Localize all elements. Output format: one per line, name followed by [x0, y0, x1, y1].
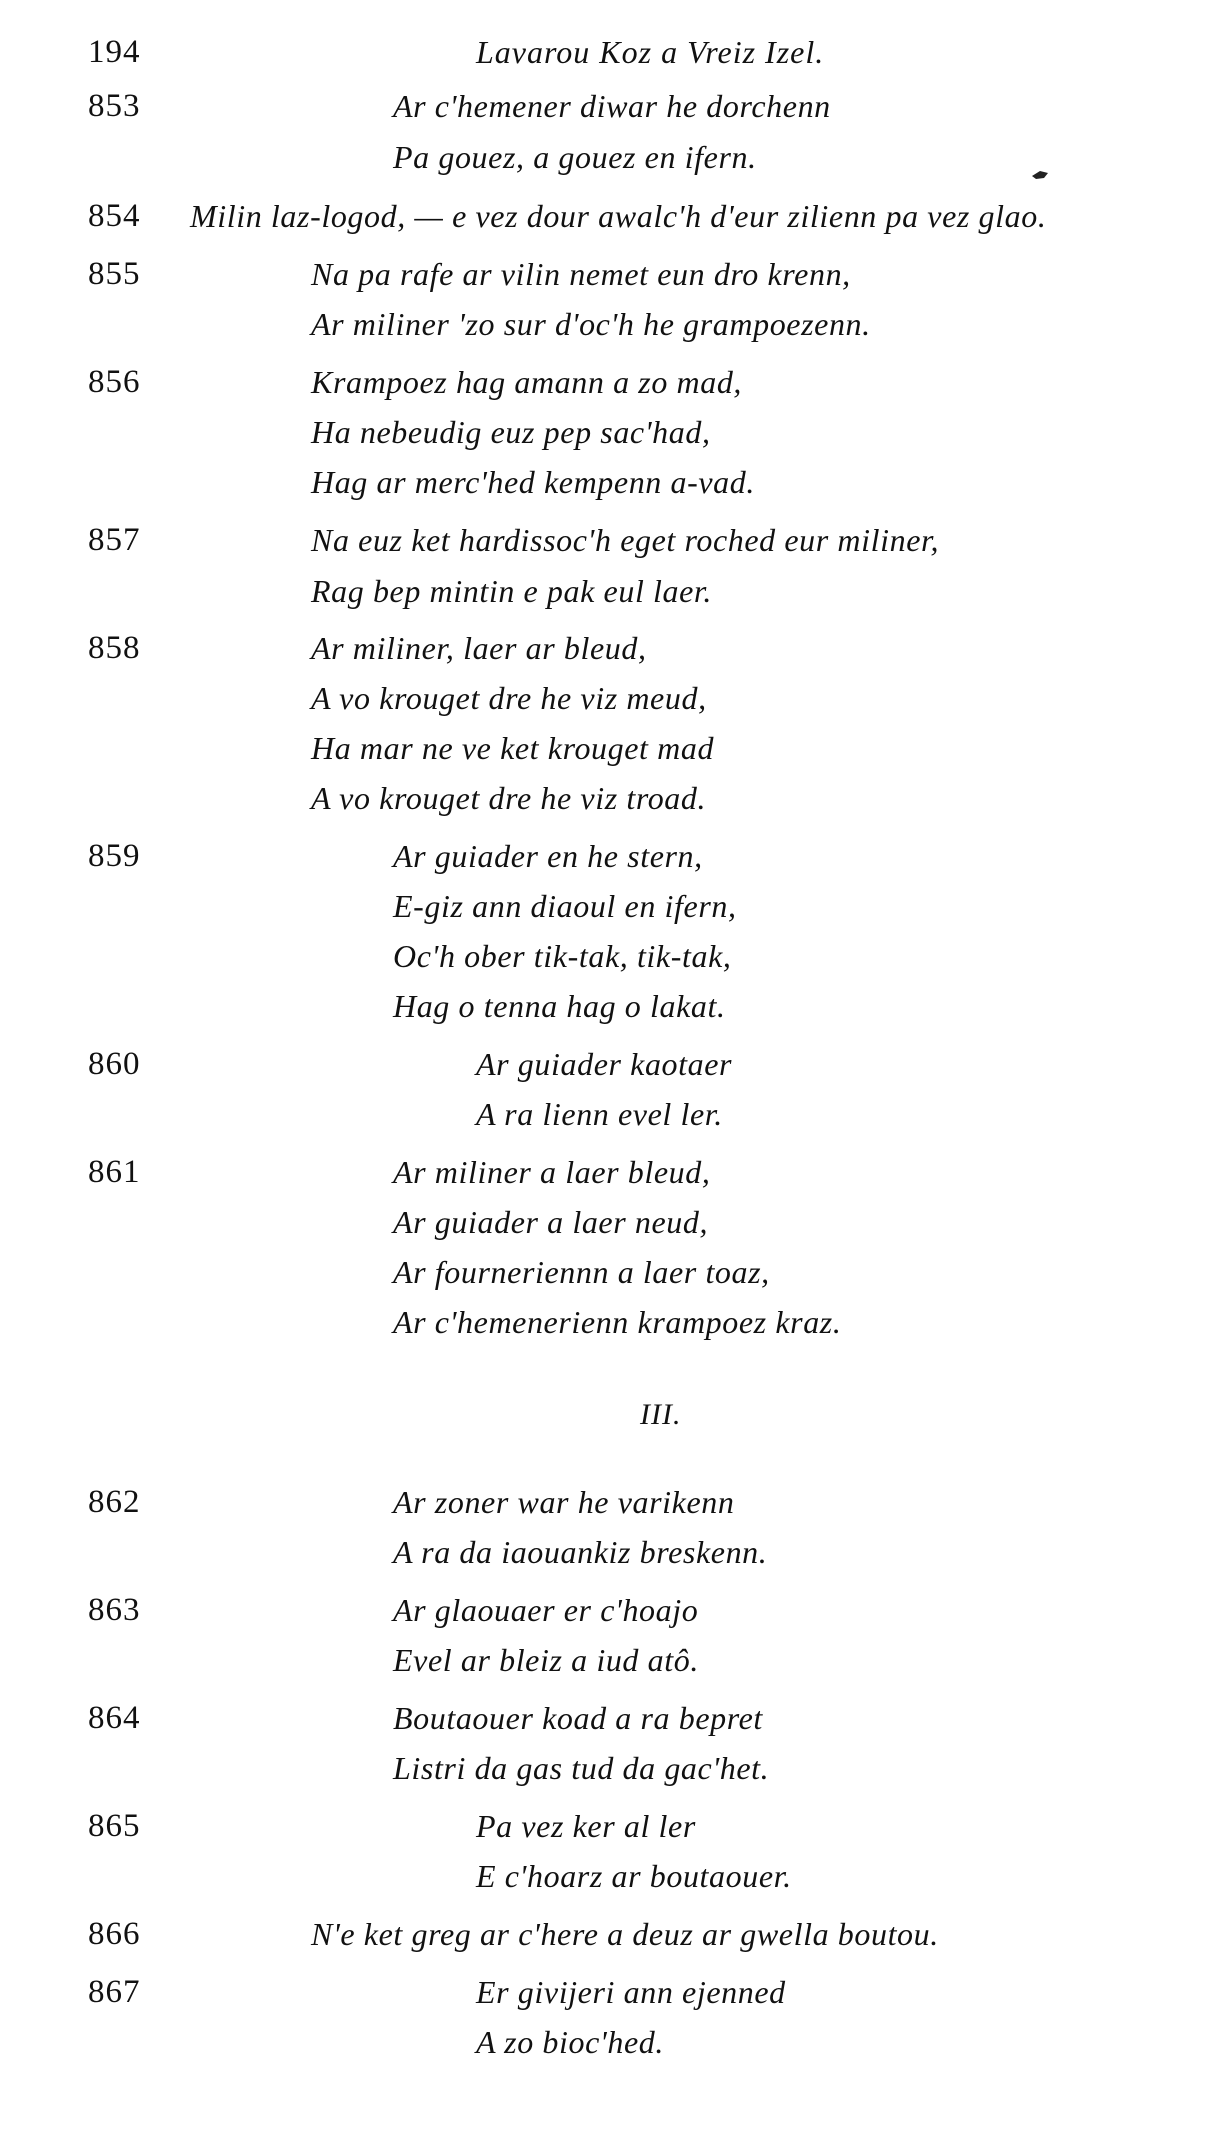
proverb-line: Na pa rafe ar vilin nemet eun dro krenn,	[311, 256, 851, 292]
proverb-line: Hag ar merc'hed kempenn a-vad.	[311, 464, 755, 500]
proverb-number: 860	[88, 1046, 141, 1082]
proverb-number: 864	[88, 1700, 141, 1736]
proverb-line: A ra lienn evel ler.	[476, 1096, 723, 1132]
proverb-line: Pa vez ker al ler	[476, 1808, 696, 1844]
proverb-line: A ra da iaouankiz breskenn.	[393, 1534, 768, 1570]
proverb-line: Ar miliner, laer ar bleud,	[311, 630, 647, 666]
proverb-line: Oc'h ober tik-tak, tik-tak,	[393, 938, 732, 974]
running-title: Lavarou Koz a Vreiz Izel.	[476, 34, 825, 70]
proverb-line: Ha nebeudig euz pep sac'had,	[311, 414, 711, 450]
proverb-line: Ar miliner a laer bleud,	[393, 1154, 711, 1190]
proverb-line: Na euz ket hardissoc'h eget roched eur miliner,	[311, 522, 940, 558]
proverb-number: 867	[88, 1974, 141, 2010]
proverb-line: Milin laz-logod, — e vez dour awalc'h d'eur zilienn pa vez glao.	[190, 198, 1047, 234]
proverb-line: Evel ar bleiz a iud atô.	[393, 1642, 699, 1678]
proverb-line: A vo krouget dre he viz meud,	[311, 680, 707, 716]
proverb-number: 863	[88, 1592, 141, 1628]
ink-speck-icon	[1030, 168, 1052, 182]
proverb-line: Ar c'hemenerienn krampoez kraz.	[393, 1304, 842, 1340]
proverb-number: 853	[88, 88, 141, 124]
proverb-line: Ar fourneriennn a laer toaz,	[393, 1254, 770, 1290]
proverb-line: Rag bep mintin e pak eul laer.	[311, 573, 713, 609]
proverb-number: 859	[88, 838, 141, 874]
proverb-line: Ar guiader en he stern,	[393, 838, 703, 874]
proverb-line: Krampoez hag amann a zo mad,	[311, 364, 743, 400]
proverb-number: 856	[88, 364, 141, 400]
proverb-number: 862	[88, 1484, 141, 1520]
proverb-number: 861	[88, 1154, 141, 1190]
proverb-line: Listri da gas tud da gac'het.	[393, 1750, 770, 1786]
proverb-line: Hag o tenna hag o lakat.	[393, 988, 726, 1024]
proverb-line: N'e ket greg ar c'here a deuz ar gwella boutou.	[311, 1916, 939, 1952]
proverb-line: Ha mar ne ve ket krouget mad	[311, 730, 715, 766]
page-number: 194	[88, 34, 141, 70]
proverb-number: 855	[88, 256, 141, 292]
proverb-number: 857	[88, 522, 141, 558]
proverb-line: A zo bioc'hed.	[476, 2024, 664, 2060]
proverb-line: E-giz ann diaoul en ifern,	[393, 888, 737, 924]
proverb-number: 866	[88, 1916, 141, 1952]
proverb-line: Ar miliner 'zo sur d'oc'h he grampoezenn.	[311, 306, 871, 342]
proverb-line: A vo krouget dre he viz troad.	[311, 780, 707, 816]
proverb-line: Boutaouer koad a ra bepret	[393, 1700, 763, 1736]
proverb-line: Er givijeri ann ejenned	[476, 1974, 786, 2010]
proverb-line: Pa gouez, a gouez en ifern.	[393, 139, 757, 175]
proverb-line: Ar zoner war he varikenn	[393, 1484, 735, 1520]
proverb-number: 854	[88, 198, 141, 234]
proverb-number: 865	[88, 1808, 141, 1844]
proverb-line: Ar guiader a laer neud,	[393, 1204, 709, 1240]
proverb-line: E c'hoarz ar boutaouer.	[476, 1858, 792, 1894]
proverb-line: Ar c'hemener diwar he dorchenn	[393, 88, 831, 124]
proverb-line: Ar glaouaer er c'hoajo	[393, 1592, 699, 1628]
section-heading: III.	[640, 1398, 682, 1431]
proverb-number: 858	[88, 630, 141, 666]
proverb-line: Ar guiader kaotaer	[476, 1046, 733, 1082]
